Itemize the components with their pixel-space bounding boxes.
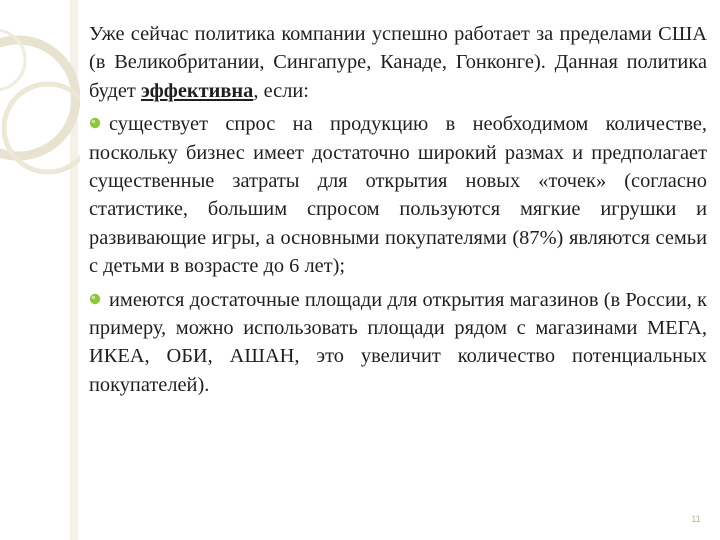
intro-text: Уже сейчас политика компании успешно работает за пределами США (в Великобритании, Сингапуре, Канаде, Гонконге). Данная политика будет	[89, 23, 707, 102]
thin-ring	[0, 30, 25, 90]
intro-paragraph	[89, 20, 707, 105]
emphasized-word: эффективна	[140, 79, 254, 102]
large-ring	[0, 40, 76, 156]
bullet-text: имеются достаточные площади для открытия магазинов (в России, к примеру, можно использовать площади рядом с магазинами МЕГА, ИКЕА, ОБИ, АШАН, это увеличит количество потенциальных покупателей).	[89, 288, 707, 396]
intro-ending: , если:	[253, 79, 309, 102]
small-ring	[4, 84, 80, 172]
left-margin-band	[70, 0, 78, 540]
page-number: 11	[691, 514, 701, 524]
decorative-rings	[0, 0, 80, 540]
slide-body	[89, 20, 707, 399]
bullet-text: существует спрос на продукцию в необходимом количестве, поскольку бизнес имеет достаточно широкий размах и предполагает существенные затраты для открытия новых «точек» (согласно статистике, большим спросом пользуются мягкие игрушки и развивающие игры, а основными покупателями (87%) являются семьи с детьми в возрасте до 6 лет);	[89, 113, 707, 278]
bullet-item-1	[89, 110, 707, 280]
green-circle-bullet-icon	[89, 293, 101, 305]
green-circle-bullet-icon	[89, 117, 101, 129]
bullet-item-2	[89, 286, 707, 400]
